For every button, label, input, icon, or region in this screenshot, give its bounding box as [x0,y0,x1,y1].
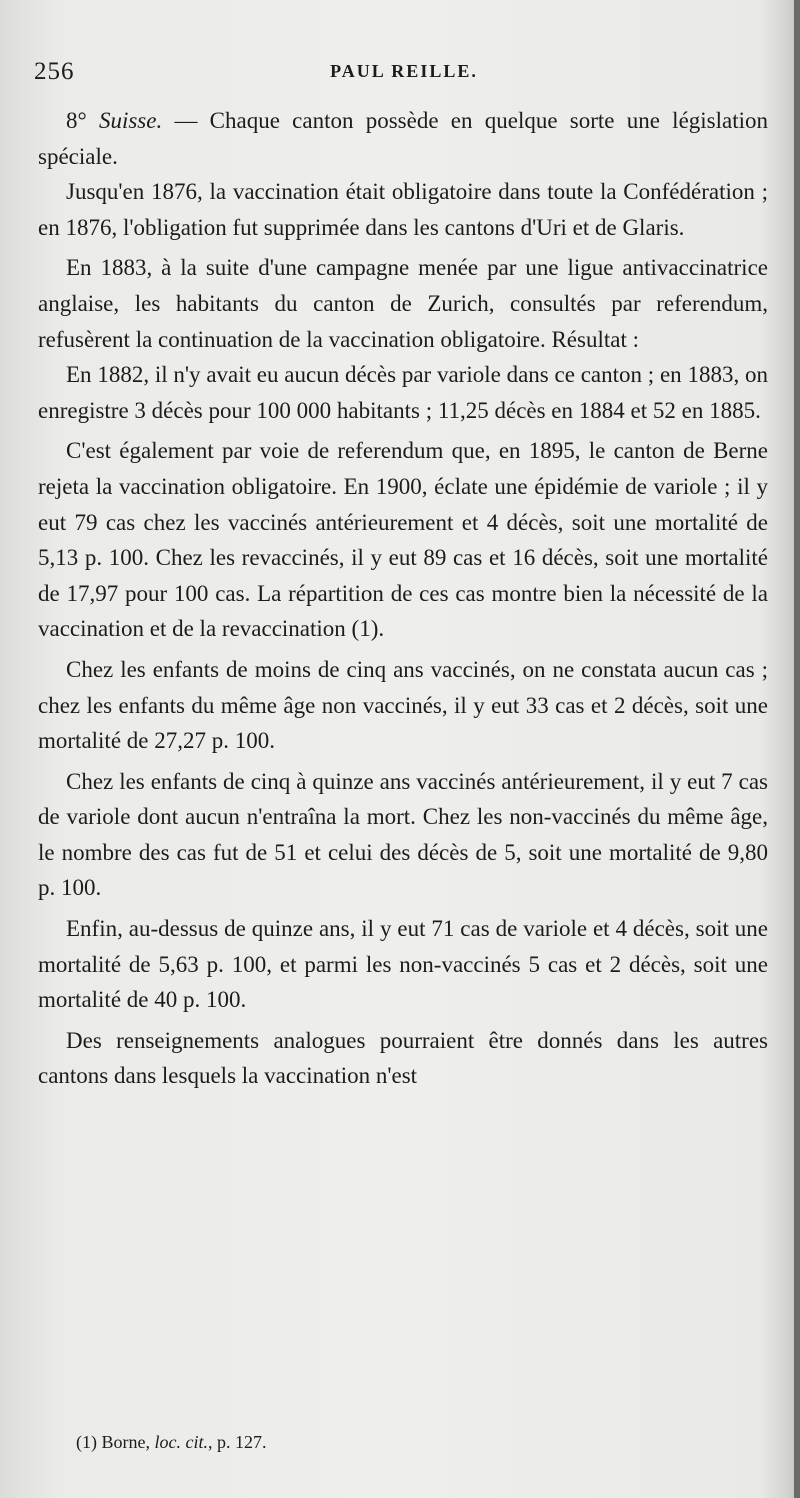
footnote-italic: loc. cit. [154,1432,208,1452]
page-number: 256 [34,58,75,85]
footnote [76,1432,266,1453]
body-text [38,103,768,1094]
section-heading: Suisse. [98,108,163,133]
page-header [34,58,774,92]
paragraph-berne: C'est également par voie de referendum que, en 1895, le canton de Berne rejeta la vaccination obligatoire. En 1900, éclate une épidémie de variole ; il y eut 79 cas chez les vaccinés antérieurement et 4 décès, soit une mortalité de 5,13 p. 100. Chez les revaccinés, il y eut 89 cas et 16 décès, soit une mortalité de 17,97 pour 100 cas. La répartition de ces cas montre bien la nécessité de la vaccination et de la revaccination (1). [38,438,768,642]
paragraph-suisse [38,103,768,174]
section-number: 8° [66,108,99,133]
paragraph-1882: En 1882, il n'y avait eu aucun décès par variole dans ce canton ; en 1883, on enregistre 3 décès pour 100 000 habitants ; 11,25 décès en 1884 et 52 en 1885. [38,362,768,423]
paragraph-zurich: En 1883, à la suite d'une campagne menée par une ligue antivaccinatrice anglaise, les habitants du canton de Zurich, consultés par referendum, refusèrent la continuation de la vaccination obligatoire. Résultat : [38,255,768,352]
footnote-rest: , p. 127. [207,1432,267,1452]
paragraph-text: — Chaque canton possède en quelque sorte une législation spéciale. [38,108,769,169]
paragraph-under-five: Chez les enfants de moins de cinq ans vaccinés, on ne constata aucun cas ; chez les enfants du même âge non vaccinés, il y eut 33 cas et 2 décès, soit une mortalité de 27,27 p. 100. [38,656,768,754]
page-edge-shadow [794,0,800,1498]
footnote-marker: (1) Borne, [76,1432,155,1452]
running-title: PAUL REILLE. [330,61,478,81]
paragraph-other-cantons: Des renseignements analogues pourraient être donnés dans les autres cantons dans lesquels la vaccination n'est [38,1027,768,1089]
paragraph-1876: Jusqu'en 1876, la vaccination était obligatoire dans toute la Confédération ; en 1876, l'obligation fut supprimée dans les cantons d'Uri et de Glaris. [38,179,768,240]
paragraph-over-fifteen: Enfin, au-dessus de quinze ans, il y eut 71 cas de variole et 4 décès, soit une mortalité de 5,63 p. 100, et parmi les non-vaccinés 5 cas et 2 décès, soit une mortalité de 40 p. 100. [38,916,768,1013]
paragraph-five-to-fifteen: Chez les enfants de cinq à quinze ans vaccinés antérieurement, il y eut 7 cas de variole dont aucun n'entraîna la mort. Chez les non-vaccinés du même âge, le nombre des cas fut de 51 et celui des décès de 5, soit une mortalité de 9,80 p. 100. [38,768,768,901]
